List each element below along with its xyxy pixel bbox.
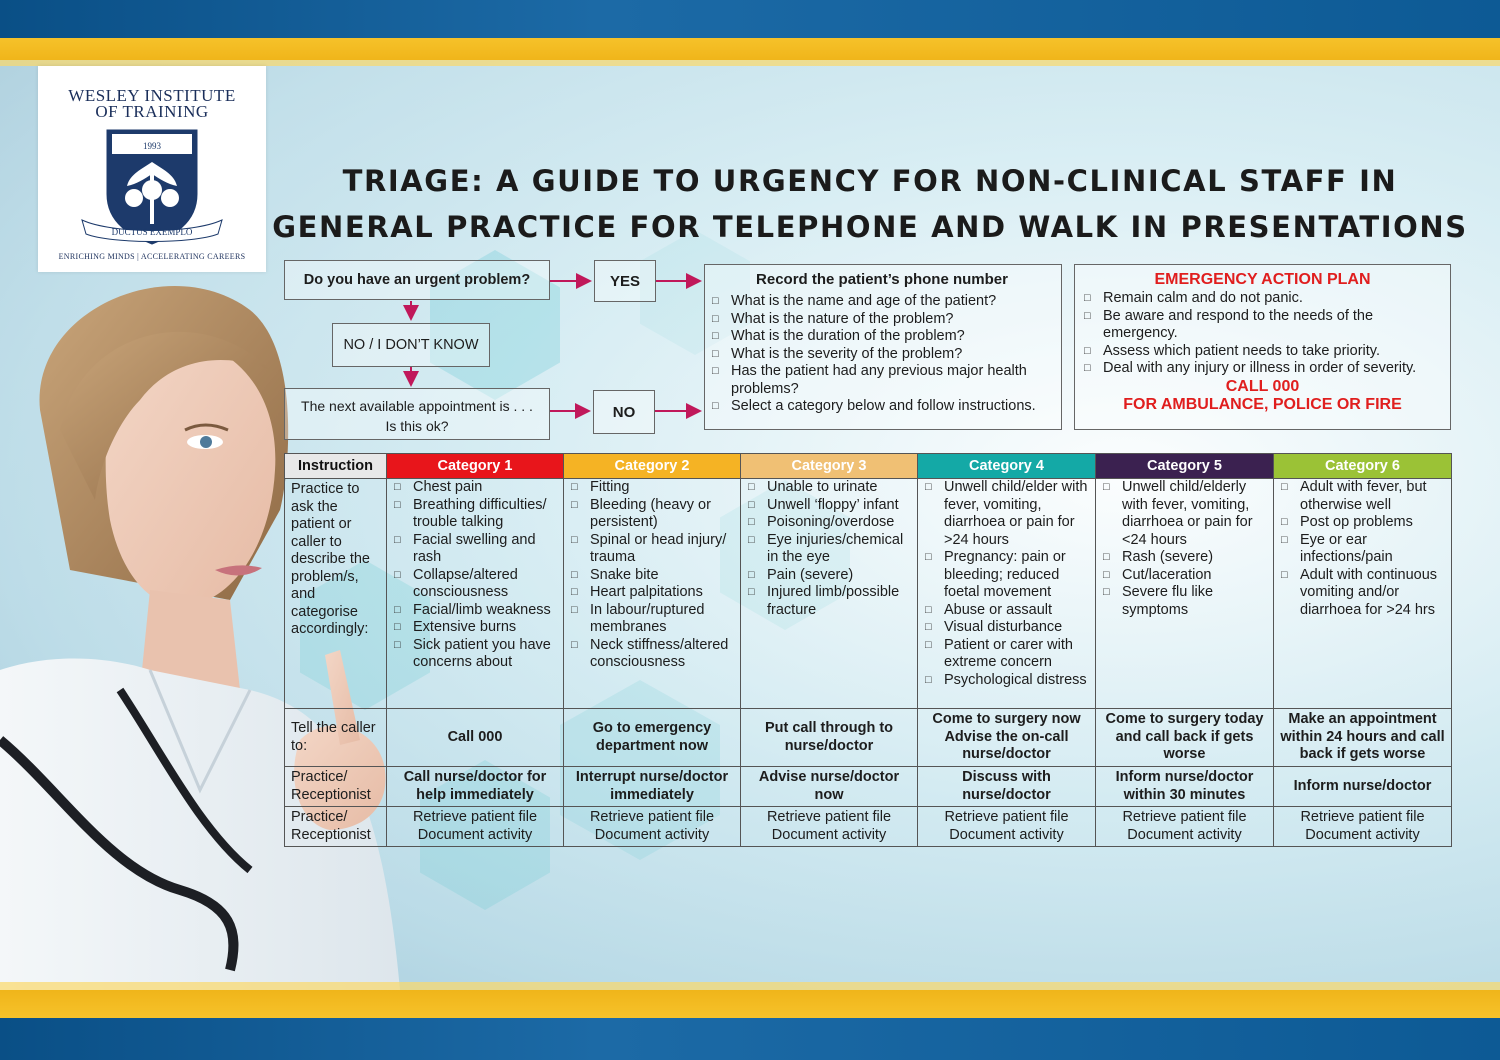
symptom-item: □ Cut/laceration bbox=[1100, 567, 1269, 585]
next-appointment-line1: The next available appointment is . . . bbox=[301, 398, 533, 414]
symptom-cell bbox=[918, 479, 1096, 709]
practice-cell: Interrupt nurse/doctor immediately bbox=[564, 767, 741, 807]
symptom-item: □ Adult with continuous vomiting and/or diarrhoea for >24 hrs bbox=[1278, 567, 1447, 620]
emergency-step: □ Be aware and respond to the needs of the emergency. bbox=[1081, 308, 1444, 343]
symptom-list bbox=[745, 479, 913, 619]
symptom-item: □ Severe flu like symptoms bbox=[1100, 584, 1269, 619]
retrieve-file-text: Retrieve patient file bbox=[1122, 809, 1247, 825]
symptom-cell bbox=[1096, 479, 1274, 709]
symptom-item: □ Rash (severe) bbox=[1100, 549, 1269, 567]
symptom-item: □ Snake bite bbox=[568, 567, 736, 585]
svg-text:1993: 1993 bbox=[143, 141, 161, 151]
symptom-item: □ Sick patient you have concerns about bbox=[391, 637, 559, 672]
record-question: □ Has the patient had any previous major health problems? bbox=[709, 363, 1055, 398]
page-title-line1: TRIAGE: A GUIDE TO URGENCY FOR NON-CLINICAL STAFF IN bbox=[342, 164, 1398, 198]
symptom-item: □ Poisoning/overdose bbox=[745, 514, 913, 532]
symptom-item: □ Psychological distress bbox=[922, 672, 1091, 690]
symptom-cell bbox=[1274, 479, 1452, 709]
symptom-item: □ Unwell child/elderly with fever, vomiting, diarrhoea or pain for <24 hours bbox=[1100, 479, 1269, 549]
records-cell bbox=[564, 807, 741, 847]
practice-cell: Inform nurse/doctor bbox=[1274, 767, 1452, 807]
practice-cell: Call nurse/doctor for help immediately bbox=[387, 767, 564, 807]
symptom-item: □ Fitting bbox=[568, 479, 736, 497]
table-row-tell bbox=[285, 709, 1452, 767]
category-header: Category 6 bbox=[1274, 454, 1452, 479]
tell-cell: Go to emergency department now bbox=[564, 709, 741, 767]
symptom-item: □ Pregnancy: pain or bleeding; reduced foetal movement bbox=[922, 549, 1091, 602]
records-cell bbox=[387, 807, 564, 847]
symptom-item: □ Chest pain bbox=[391, 479, 559, 497]
category-header: Category 1 bbox=[387, 454, 564, 479]
records-cell bbox=[1096, 807, 1274, 847]
symptom-item: □ Extensive burns bbox=[391, 619, 559, 637]
symptom-item: □ Heart palpitations bbox=[568, 584, 736, 602]
symptom-cell bbox=[387, 479, 564, 709]
symptom-item: □ Bleeding (heavy or persistent) bbox=[568, 497, 736, 532]
symptom-item: □ Eye or ear infections/pain bbox=[1278, 532, 1447, 567]
symptom-item: □ Pain (severe) bbox=[745, 567, 913, 585]
instruction-header: Instruction bbox=[285, 454, 387, 479]
record-question: □ What is the name and age of the patient? bbox=[709, 293, 1055, 311]
table-row-practice bbox=[285, 767, 1452, 807]
record-box bbox=[704, 264, 1062, 430]
retrieve-file-text: Retrieve patient file bbox=[766, 809, 892, 825]
symptom-item: □ Neck stiffness/altered consciousness bbox=[568, 637, 736, 672]
emergency-call-line1: CALL 000 bbox=[1225, 377, 1300, 395]
records-cell bbox=[1274, 807, 1452, 847]
record-heading: Record the patient’s phone number bbox=[756, 271, 1008, 288]
symptom-item: □ Facial/limb weakness bbox=[391, 602, 559, 620]
table-row-symptoms bbox=[285, 479, 1452, 709]
symptom-list bbox=[568, 479, 736, 672]
document-activity-text: Document activity bbox=[1127, 826, 1242, 843]
urgent-question-text: Do you have an urgent problem? bbox=[303, 272, 531, 288]
symptom-cell bbox=[564, 479, 741, 709]
no-text: NO bbox=[612, 403, 636, 421]
symptom-list bbox=[1278, 479, 1447, 619]
document-activity-text: Document activity bbox=[1305, 826, 1420, 843]
symptom-item: □ Patient or carer with extreme concern bbox=[922, 637, 1091, 672]
emergency-step: □ Remain calm and do not panic. bbox=[1081, 290, 1444, 308]
category-header: Category 5 bbox=[1096, 454, 1274, 479]
record-question: □ What is the severity of the problem? bbox=[709, 346, 1055, 364]
tell-cell: Make an appointment within 24 hours and call back if gets worse bbox=[1274, 709, 1452, 767]
retrieve-file-text: Retrieve patient file bbox=[1300, 809, 1425, 825]
logo-tagline: ENRICHING MINDS | ACCELERATING CAREERS bbox=[58, 252, 246, 261]
retrieve-file-text: Retrieve patient file bbox=[412, 809, 538, 825]
symptom-item: □ Eye injuries/chemical in the eye bbox=[745, 532, 913, 567]
symptom-item: □ Unwell child/elder with fever, vomiting, diarrhoea or pain for >24 hours bbox=[922, 479, 1091, 549]
retrieve-file-text: Retrieve patient file bbox=[944, 809, 1069, 825]
next-appointment-line2: Is this ok? bbox=[385, 418, 449, 434]
symptom-item: □ Unwell ‘floppy’ infant bbox=[745, 497, 913, 515]
row-instruction: Practice to ask the patient or caller to describe the problem/s, and categorise accordingly: bbox=[285, 479, 387, 709]
retrieve-file-text: Retrieve patient file bbox=[589, 809, 715, 825]
symptom-list bbox=[1100, 479, 1269, 619]
document-activity-text: Document activity bbox=[771, 826, 887, 843]
document-activity-text: Document activity bbox=[417, 826, 533, 843]
category-header: Category 2 bbox=[564, 454, 741, 479]
svg-text:DUCTUS EXEMPLO: DUCTUS EXEMPLO bbox=[111, 227, 193, 237]
document-activity-text: Document activity bbox=[594, 826, 710, 843]
symptom-item: □ Injured limb/possible fracture bbox=[745, 584, 913, 619]
row-instruction: Tell the caller to: bbox=[285, 709, 387, 767]
symptom-item: □ Collapse/altered consciousness bbox=[391, 567, 559, 602]
emergency-action-plan-box bbox=[1074, 264, 1451, 430]
emergency-steps bbox=[1081, 290, 1444, 378]
symptom-item: □ Unable to urinate bbox=[745, 479, 913, 497]
record-questions bbox=[709, 293, 1055, 416]
tell-cell: Come to surgery today and call back if gets worse bbox=[1096, 709, 1274, 767]
emergency-step: □ Deal with any injury or illness in order of severity. bbox=[1081, 360, 1444, 378]
triage-table bbox=[284, 453, 1452, 847]
row-instruction: Practice/ Receptionist bbox=[285, 807, 387, 847]
symptom-item: □ Adult with fever, but otherwise well bbox=[1278, 479, 1447, 514]
symptom-item: □ Post op problems bbox=[1278, 514, 1447, 532]
symptom-item: □ Breathing difficulties/ trouble talking bbox=[391, 497, 559, 532]
category-header: Category 3 bbox=[741, 454, 918, 479]
symptom-item: □ Spinal or head injury/ trauma bbox=[568, 532, 736, 567]
logo-name-line1: WESLEY INSTITUTE bbox=[68, 86, 236, 105]
symptom-cell bbox=[741, 479, 918, 709]
no-dont-know-text: NO / I DON’T KNOW bbox=[343, 337, 479, 353]
tell-cell: Call 000 bbox=[387, 709, 564, 767]
symptom-item: □ Visual disturbance bbox=[922, 619, 1091, 637]
record-question: □ Select a category below and follow instructions. bbox=[709, 398, 1055, 416]
record-question: □ What is the nature of the problem? bbox=[709, 311, 1055, 329]
symptom-item: □ Facial swelling and rash bbox=[391, 532, 559, 567]
symptom-list bbox=[391, 479, 559, 672]
yes-text: YES bbox=[609, 272, 640, 290]
records-cell bbox=[918, 807, 1096, 847]
table-row-records bbox=[285, 807, 1452, 847]
practice-cell: Discuss with nurse/doctor bbox=[918, 767, 1096, 807]
symptom-list bbox=[922, 479, 1091, 689]
logo-name-line2: OF TRAINING bbox=[95, 102, 209, 121]
records-cell bbox=[741, 807, 918, 847]
emergency-step: □ Assess which patient needs to take priority. bbox=[1081, 343, 1444, 361]
practice-cell: Inform nurse/doctor within 30 minutes bbox=[1096, 767, 1274, 807]
tell-cell: Come to surgery now Advise the on-call nurse/doctor bbox=[918, 709, 1096, 767]
document-activity-text: Document activity bbox=[949, 826, 1064, 843]
tell-cell: Put call through to nurse/doctor bbox=[741, 709, 918, 767]
table-header-row bbox=[285, 454, 1452, 479]
category-header: Category 4 bbox=[918, 454, 1096, 479]
symptom-item: □ Abuse or assault bbox=[922, 602, 1091, 620]
record-question: □ What is the duration of the problem? bbox=[709, 328, 1055, 346]
emergency-heading: EMERGENCY ACTION PLAN bbox=[1154, 271, 1371, 288]
symptom-item: □ In labour/ruptured membranes bbox=[568, 602, 736, 637]
row-instruction: Practice/ Receptionist bbox=[285, 767, 387, 807]
page-title-line2: GENERAL PRACTICE FOR TELEPHONE AND WALK IN PRESENTATIONS bbox=[272, 210, 1468, 244]
emergency-call-line2: FOR AMBULANCE, POLICE OR FIRE bbox=[1123, 395, 1402, 413]
practice-cell: Advise nurse/doctor now bbox=[741, 767, 918, 807]
